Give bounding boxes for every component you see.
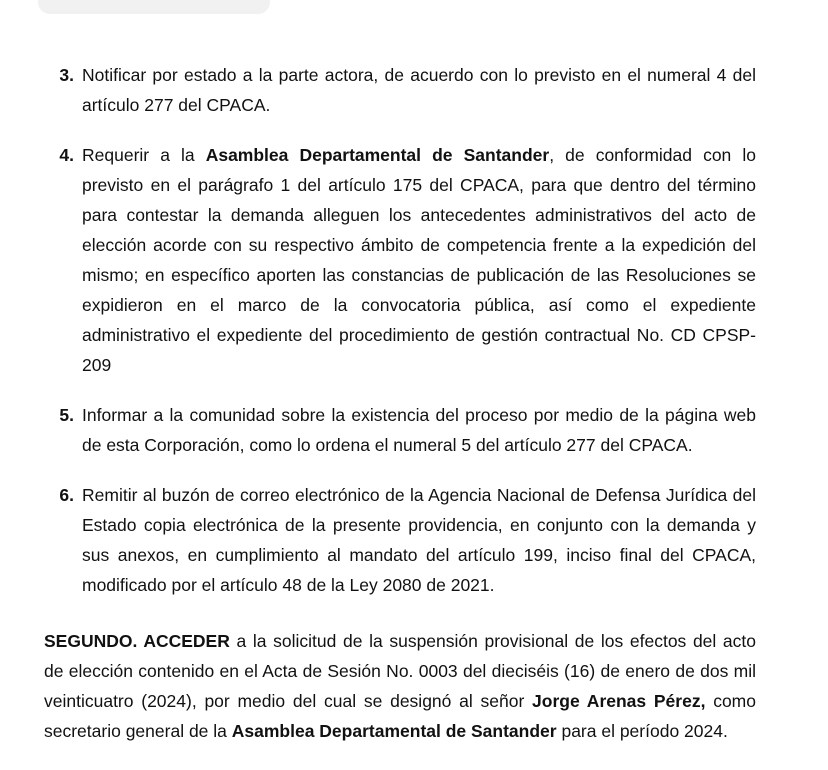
- closing-paragraph: SEGUNDO. ACCEDER a la solicitud de la suspensión provisional de los efectos del acto de elección contenido en el Acta de Sesión No. 0003 del dieciséis (16) de enero de dos mil veinticuatro (2024), por medio del cual se designó al señor Jorge Arenas Pérez, como secretario general de la Asamblea Departamental de Santander para el período 2024.: [44, 631, 757, 741]
- list-item: [44, 400, 756, 460]
- list-item-text: Requerir a la Asamblea Departamental de Santander, de conformidad con lo previsto en el parágrafo 1 del artículo 175 del CPACA, para que dentro del término para contestar la demanda alleguen los antecedentes administrativos del acto de elección acorde con su respectivo ámbito de competencia frente a la expedición del mismo; en específico aporten las constancias de publicación de las Resoluciones se expidieron en el marco de la convocatoria pública, así como el expediente administrativo el expediente del procedimiento de gestión contractual No. CD CPSP-209: [82, 145, 756, 375]
- numbered-list: [44, 60, 756, 600]
- list-item-marker: 6.: [59, 485, 74, 505]
- top-bar-stub: [38, 0, 270, 14]
- list-item-text: Informar a la comunidad sobre la existencia del proceso por medio de la página web de esta Corporación, como lo ordena el numeral 5 del artículo 277 del CPACA.: [82, 405, 756, 455]
- list-item-marker: 3.: [59, 65, 74, 85]
- list-item-marker: 5.: [59, 405, 74, 425]
- list-item: [44, 60, 756, 120]
- list-item: [44, 480, 756, 600]
- document-body: [44, 60, 756, 746]
- list-item: [44, 140, 756, 380]
- list-item-text: Remitir al buzón de correo electrónico de la Agencia Nacional de Defensa Jurídica del Estado copia electrónica de la presente providencia, en conjunto con la demanda y sus anexos, en cumplimiento al mandato del artículo 199, inciso final del CPACA, modificado por el artículo 48 de la Ley 2080 de 2021.: [82, 485, 756, 595]
- list-item-marker: 4.: [59, 145, 74, 165]
- list-item-text: Notificar por estado a la parte actora, de acuerdo con lo previsto en el numeral 4 del artículo 277 del CPACA.: [82, 65, 756, 115]
